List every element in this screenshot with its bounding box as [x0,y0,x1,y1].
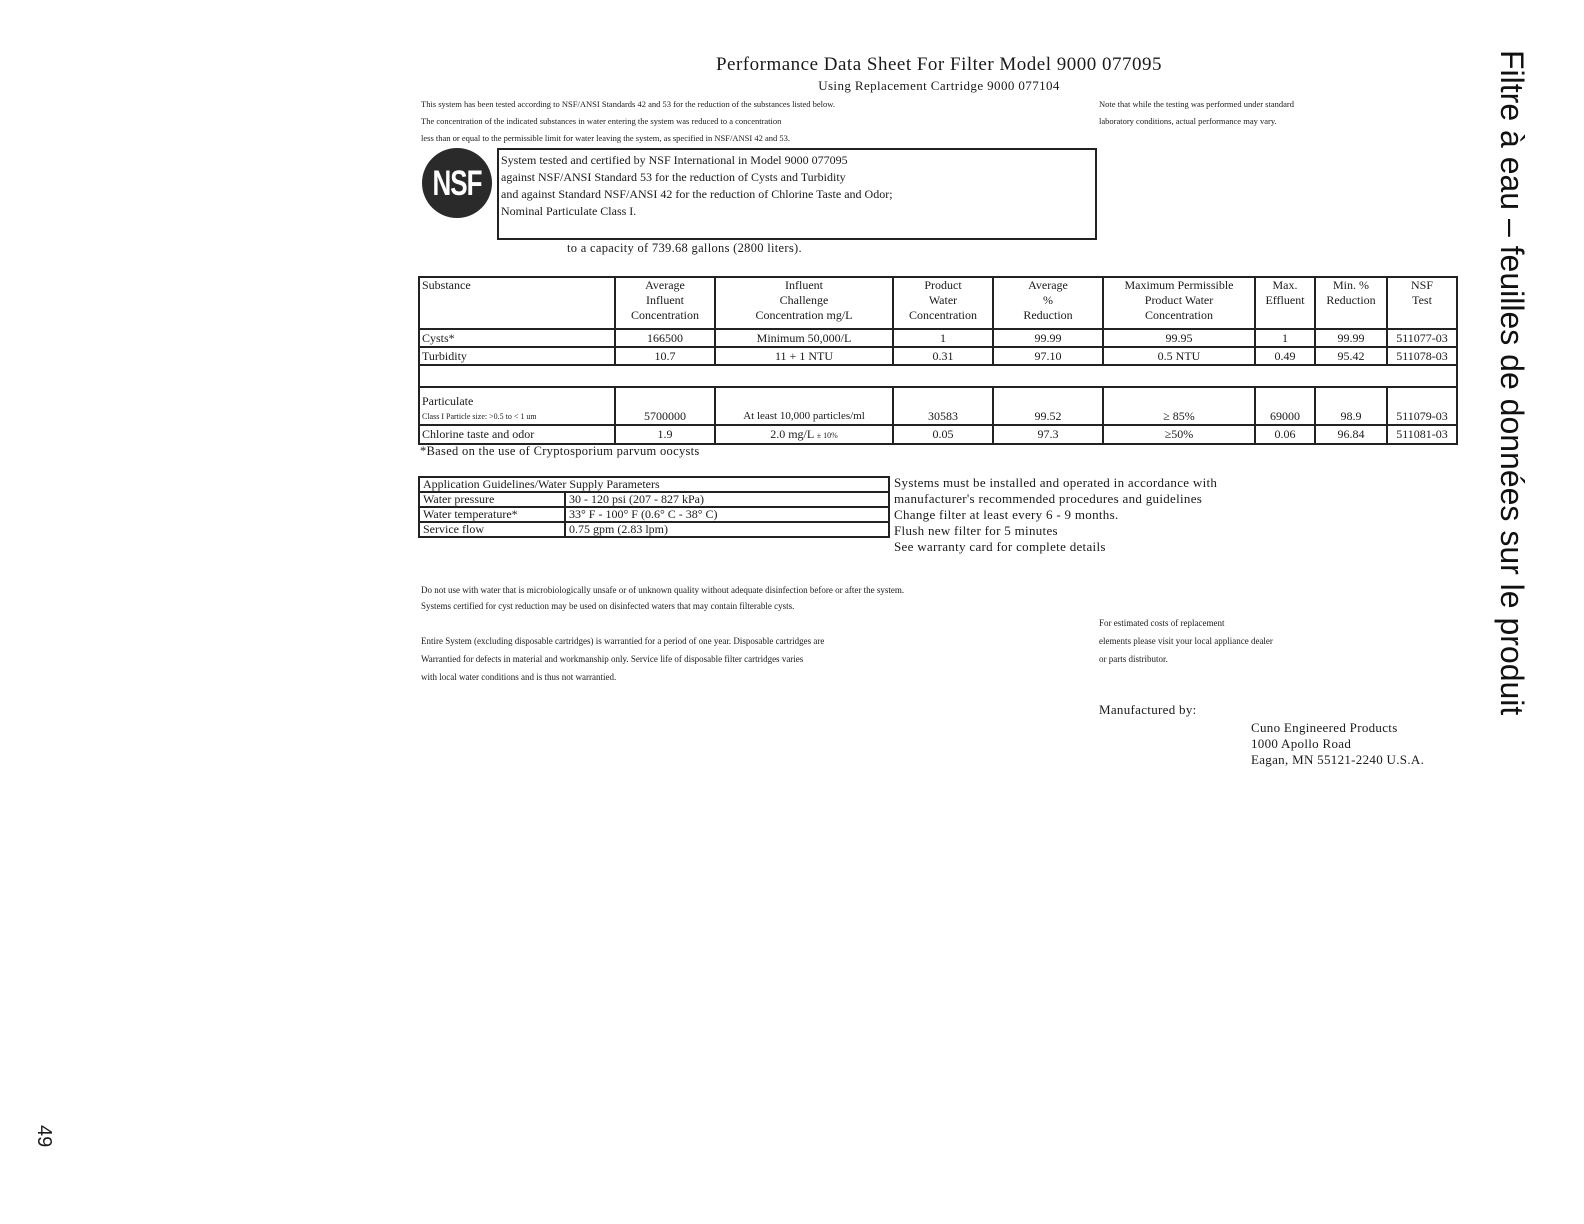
col-header-avg-reduction: Average % Reduction [993,277,1103,329]
col-header-min-reduction: Min. % Reduction [1315,277,1387,329]
side-title-french: Filtre à eau – feuilles de données sur le produit [1494,50,1530,716]
warranty-line: Entire System (excluding disposable cartridges) is warrantied for a period of one year. Disposable cartridges are [421,636,825,646]
table-row-chlorine [419,425,1457,444]
table-cell: Water temperature* [419,507,565,522]
costs-line: or parts distributor. [1099,654,1168,664]
table-cell: Water pressure [419,492,565,507]
instruction-line: manufacturer's recommended procedures and guidelines [894,491,1203,506]
challenge-tolerance: ± 10% [816,431,838,440]
table-row [419,522,889,537]
col-header-influent-challenge: Influent Challenge Concentration mg/L [715,277,893,329]
table-cell: 99.52 [993,387,1103,425]
challenge-value: 2.0 mg/L [770,427,814,441]
col-header-max-permissible: Maximum Permissible Product Water Concentration [1103,277,1255,329]
manufacturer-address [1251,720,1424,768]
intro-line: less than or equal to the permissible limit for water leaving the system, as specified in NSF/ANSI 42 and 53. [421,133,790,143]
table-row [419,329,1457,347]
warranty-line: Warrantied for defects in material and workmanship only. Service life of disposable filter cartridges varies [421,654,804,664]
capacity-text: to a capacity of 739.68 gallons (2800 liters). [567,241,802,255]
intro-paragraph [421,96,835,147]
manufactured-by-label: Manufactured by: [1099,702,1197,717]
cert-line: against NSF/ANSI Standard 53 for the reduction of Cysts and Turbidity [501,170,846,184]
col-header-avg-influent: Average Influent Concentration [615,277,715,329]
table-cell: Minimum 50,000/L [715,329,893,347]
table-cell: 97.3 [993,425,1103,444]
table-cell: 1 [1255,329,1315,347]
instruction-line: Change filter at least every 6 - 9 months. [894,507,1119,522]
table-spacer-row [419,365,1457,387]
table-cell: Chlorine taste and odor [419,425,615,444]
table-cell: 30 - 120 psi (207 - 827 kPa) [565,492,889,507]
cert-line: Nominal Particulate Class I. [501,204,637,218]
table-cell: 0.75 gpm (2.83 lpm) [565,522,889,537]
warranty-line: with local water conditions and is thus not warrantied. [421,672,617,682]
app-table-title: Application Guidelines/Water Supply Parameters [419,477,889,492]
table-cell: 97.10 [993,347,1103,365]
page-subtitle: Using Replacement Cartridge 9000 077104 [818,78,1060,93]
address-line: Cuno Engineered Products [1251,720,1398,735]
table-cell: 33° F - 100° F (0.6° C - 38° C) [565,507,889,522]
table-cell: 0.49 [1255,347,1315,365]
table-cell: 95.42 [1315,347,1387,365]
table-cell: 1 [893,329,993,347]
table-cell [419,387,615,425]
table-cell: 511079-03 [1387,387,1457,425]
table-cell: Turbidity [419,347,615,365]
table-cell: 10.7 [615,347,715,365]
table-cell: 0.5 NTU [1103,347,1255,365]
costs-line: For estimated costs of replacement [1099,618,1225,628]
nsf-logo-text: NSF [432,162,482,203]
table-cell: 99.95 [1103,329,1255,347]
instruction-line: Flush new filter for 5 minutes [894,523,1058,538]
note-line: laboratory conditions, actual performance may vary. [1099,116,1277,126]
instruction-line: Systems must be installed and operated in accordance with [894,475,1218,490]
table-cell: 0.06 [1255,425,1315,444]
particle-size-note: Class I Particle size: >0.5 to < 1 um [422,412,537,421]
table-row [419,492,889,507]
table-cell: ≥ 85% [1103,387,1255,425]
table-cell: 30583 [893,387,993,425]
table-cell: 166500 [615,329,715,347]
table-cell: 99.99 [1315,329,1387,347]
performance-table [418,276,1458,445]
col-header-nsf-test: NSF Test [1387,277,1457,329]
instruction-line: See warranty card for complete details [894,539,1106,554]
table-cell: 96.84 [1315,425,1387,444]
table-cell: 11 + 1 NTU [715,347,893,365]
cert-line: System tested and certified by NSF International in Model 9000 077095 [501,153,848,167]
note-line: Note that while the testing was performed under standard [1099,99,1294,109]
intro-line: The concentration of the indicated substances in water entering the system was reduced to a concentration [421,116,782,126]
particulate-label: Particulate [422,394,474,408]
costs-line: elements please visit your local appliance dealer [1099,636,1273,646]
table-cell: Cysts* [419,329,615,347]
table-cell: 511077-03 [1387,329,1457,347]
warranty-text [421,632,824,686]
application-guidelines-table [418,476,890,538]
installation-instructions [894,475,1217,555]
table-row [419,347,1457,365]
table-cell: Service flow [419,522,565,537]
page-title: Performance Data Sheet For Filter Model 9000 077095 [715,54,1163,75]
table-cell: 0.05 [893,425,993,444]
table-cell: 69000 [1255,387,1315,425]
col-header-max-effluent: Max. Effluent [1255,277,1315,329]
table-row [419,507,889,522]
table-footnote: *Based on the use of Cryptosporium parvum oocysts [420,444,700,458]
cert-line: and against Standard NSF/ANSI 42 for the reduction of Chlorine Taste and Odor; [501,187,893,201]
usage-warning [421,582,904,614]
table-cell: ≥50% [1103,425,1255,444]
col-header-substance: Substance [419,277,615,329]
table-cell: 99.99 [993,329,1103,347]
address-line: Eagan, MN 55121-2240 U.S.A. [1251,752,1425,767]
table-cell: 0.31 [893,347,993,365]
testing-note [1099,96,1294,130]
table-spacer-cell [419,365,1457,387]
table-cell [715,425,893,444]
col-header-product-water: Product Water Concentration [893,277,993,329]
table-header-row [419,277,1457,329]
warning-line: Do not use with water that is microbiologically unsafe or of unknown quality without adequate disinfection before or after the system. [421,585,905,595]
page-number: 49 [33,1125,55,1148]
table-cell: 511078-03 [1387,347,1457,365]
table-row-particulate [419,387,1457,425]
warning-line: Systems certified for cyst reduction may be used on disinfected waters that may contain filterable cysts. [421,601,795,611]
table-cell: 5700000 [615,387,715,425]
intro-line: This system has been tested according to NSF/ANSI Standards 42 and 53 for the reduction of the substances listed below. [421,99,835,109]
replacement-costs-note [1099,614,1273,668]
table-cell: 98.9 [1315,387,1387,425]
nsf-certification-box [497,148,1097,240]
table-cell: 511081-03 [1387,425,1457,444]
address-line: 1000 Apollo Road [1251,736,1352,751]
table-cell: 1.9 [615,425,715,444]
nsf-logo [422,148,492,218]
table-cell: At least 10,000 particles/ml [715,387,893,425]
table-header-row [419,477,889,492]
